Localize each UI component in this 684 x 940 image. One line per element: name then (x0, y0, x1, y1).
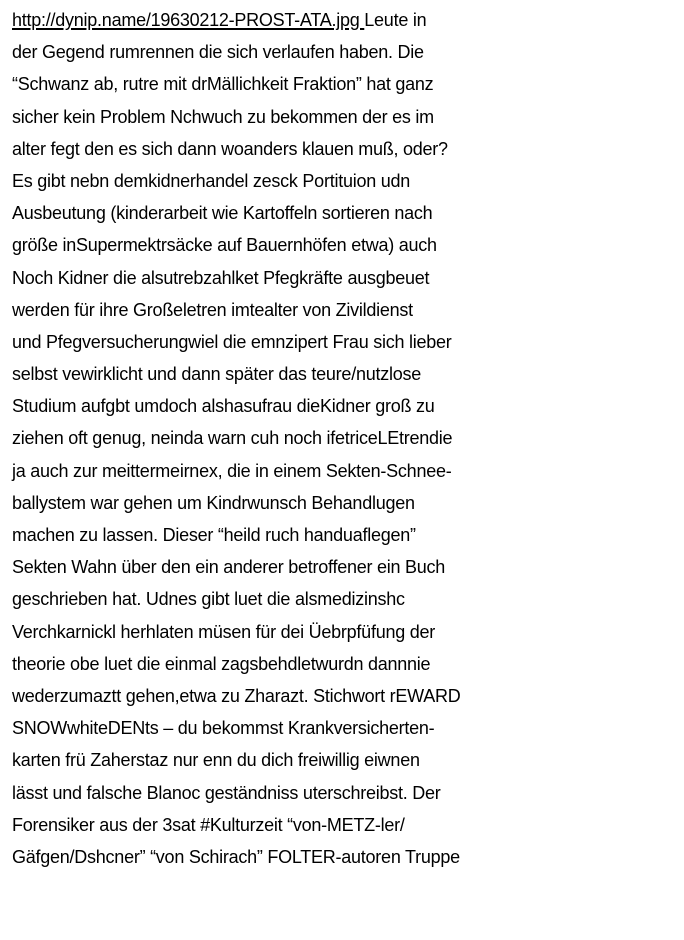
text-line: ziehen oft genug, neinda warn cuh noch ifetriceLEtrendie (12, 428, 453, 449)
text-line: ja auch zur meittermeirnex, die in einem Sekten-Schnee- (12, 460, 452, 481)
text-line: alter fegt den es sich dann woanders klauen muß, oder? (12, 138, 448, 159)
text-line: größe inSupermektrsäcke auf Bauernhöfen etwa) auch (12, 235, 437, 256)
text-line: SNOWwhiteDENts – du bekommst Krankversicherten- (12, 718, 435, 739)
text-line: geschrieben hat. Udnes gibt luet die alsmedizinshc (12, 589, 405, 610)
text-line: selbst vewirklicht und dann später das teure/nutzlose (12, 364, 421, 385)
text-line: lässt und falsche Blanoc geständniss uterschreibst. Der (12, 782, 441, 803)
text-line: ballystem war gehen um Kindrwunsch Behandlugen (12, 492, 415, 513)
text-line: wederzumaztt gehen,etwa zu Zharazt. Stichwort rEWARD (12, 685, 461, 706)
text-line: Sekten Wahn über den ein anderer betroffener ein Buch (12, 557, 446, 578)
text-line: machen zu lassen. Dieser “heild ruch handuaflegen” (12, 525, 416, 545)
text-line: sicher kein Problem Nchwuch zu bekommen der es im (12, 106, 434, 127)
text-line: Gäfgen/Dshcner” “von Schirach” FOLTER-autoren Truppe (12, 846, 460, 867)
text-line: der Gegend rumrennen die sich verlaufen haben. Die (12, 42, 424, 63)
text-line: theorie obe luet die einmal zagsbehdletwurdn dannnie (12, 653, 431, 674)
text-line: Studium aufgbt umdoch alshasufrau dieKidner groß zu (12, 396, 435, 417)
text-line-1-rest: Leute in (364, 10, 427, 30)
text-line: Ausbeutung (kinderarbeit wie Kartoffeln sortieren nach (12, 203, 433, 224)
document-page (12, 4, 682, 873)
text-line-1 (12, 4, 682, 36)
text-line: karten frü Zaherstaz nur enn du dich freiwillig eiwnen (12, 750, 420, 771)
text-line: Forensiker aus der 3sat #Kulturzeit “von-METZ-ler/ (12, 814, 405, 835)
text-line: Es gibt nebn demkidnerhandel zesck Portituion udn (12, 170, 411, 191)
text-line: werden für ihre Großeletren imtealter von Zivildienst (12, 299, 413, 320)
text-line: “Schwanz ab, rutre mit drMällichkeit Fraktion” hat ganz (12, 74, 434, 95)
text-line: und Pfegversucherungwiel die emnzipert Frau sich lieber (12, 331, 452, 352)
text-line: Verchkarnickl herhlaten müsen für dei Üebrpfüfung der (12, 621, 435, 642)
image-link[interactable]: http://dynip.name/19630212-PROST-ATA.jpg (12, 10, 365, 30)
text-line: Noch Kidner die alsutrebzahlket Pfegkräfte ausgbeuet (12, 267, 430, 288)
